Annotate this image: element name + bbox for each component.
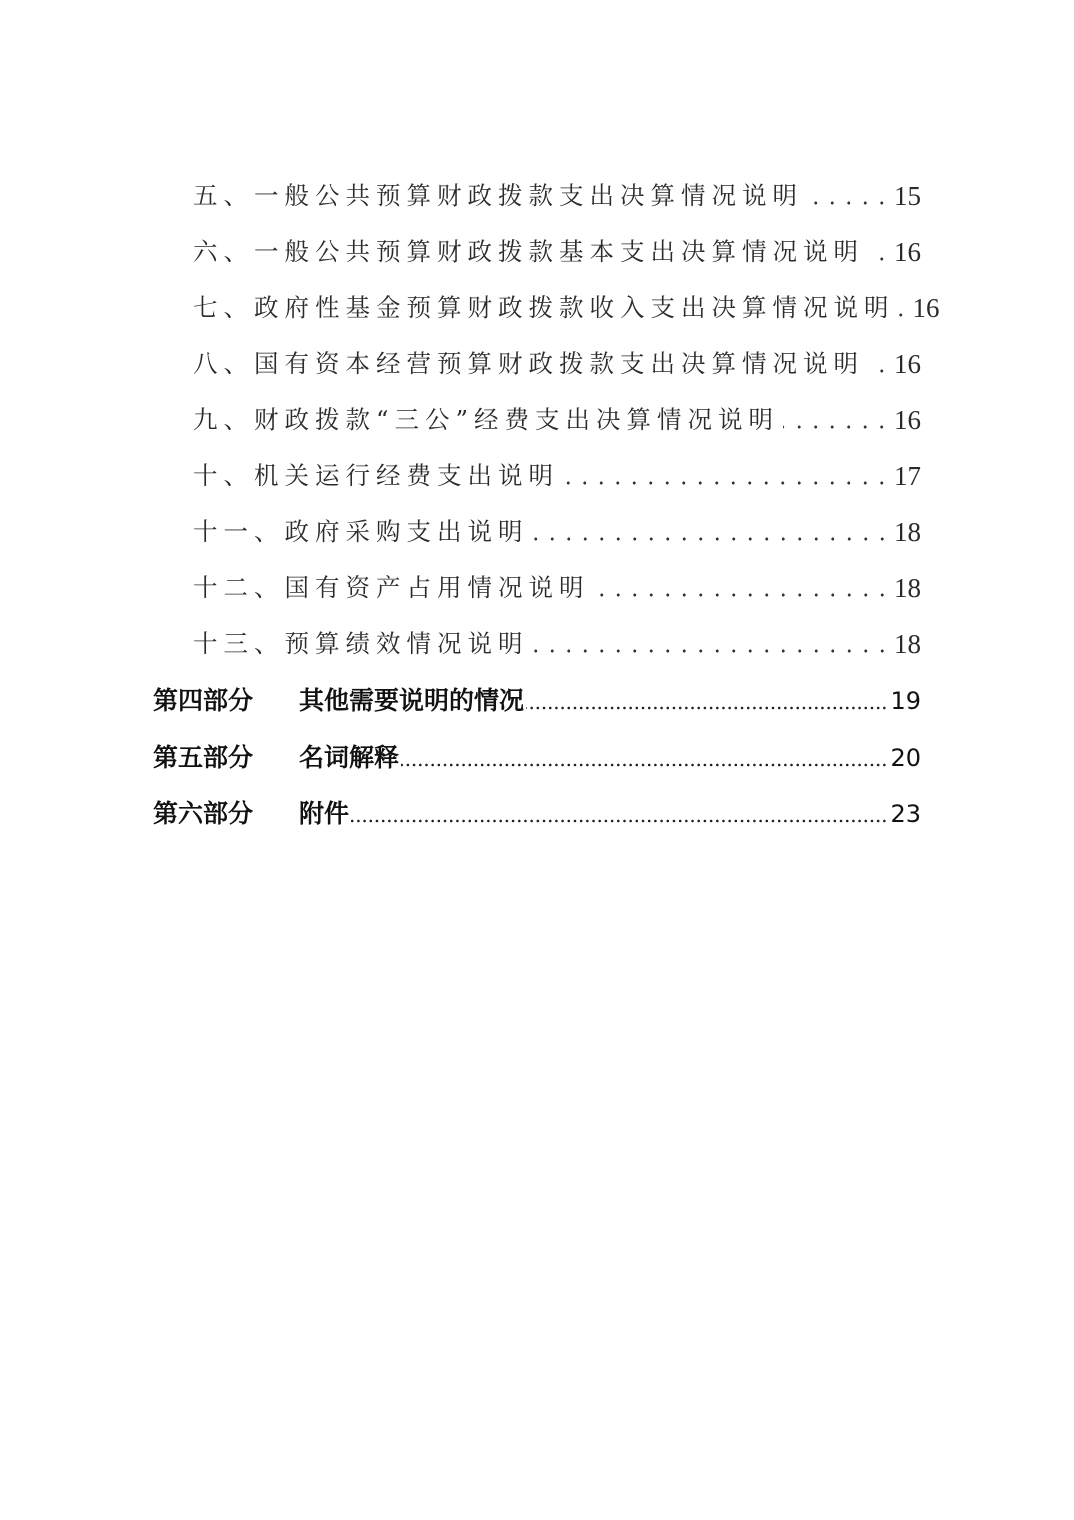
toc-dot-leader — [868, 369, 890, 373]
toc-page-number: 16 — [894, 405, 921, 435]
toc-part-number: 第六部分 — [153, 799, 254, 828]
toc-entry-section-9[interactable] — [153, 396, 921, 436]
toc-entry-section-6[interactable] — [153, 228, 921, 268]
toc-page-number: 18 — [894, 573, 921, 603]
toc-dot-leader — [563, 481, 890, 485]
toc-entry-title: 七、政府性基金预算财政拨款收入支出决算情况说明 — [193, 293, 895, 322]
toc-part-number: 第四部分 — [153, 686, 254, 715]
toc-page-number: 16 — [894, 237, 921, 267]
toc-entry-title: 附件 — [299, 799, 350, 828]
toc-page-number: 16 — [894, 349, 921, 379]
toc-entry-section-5[interactable] — [153, 172, 921, 212]
toc-dot-leader — [783, 425, 890, 429]
toc-entry-heading — [153, 742, 399, 774]
toc-entry-title: 十一、政府采购支出说明 — [193, 517, 529, 546]
toc-dot-leader — [533, 537, 891, 541]
toc-page-number: 15 — [894, 181, 921, 211]
toc-part-number: 第五部分 — [153, 743, 254, 772]
toc-entry-title: 八、国有资本经营预算财政拨款支出决算情况说明 — [193, 349, 864, 378]
toc-entry-part-4[interactable] — [153, 677, 921, 717]
toc-dot-leader — [899, 313, 909, 317]
toc-dot-leader — [526, 706, 887, 710]
toc-page-number: 18 — [894, 517, 921, 547]
toc-entry-section-13[interactable] — [153, 620, 921, 660]
toc-dot-leader — [807, 201, 890, 205]
toc-entry-title: 十、机关运行经费支出说明 — [193, 461, 559, 490]
toc-entry-part-5[interactable] — [153, 734, 921, 774]
toc-dot-leader — [401, 763, 887, 767]
toc-entry-section-7[interactable] — [153, 284, 940, 324]
toc-dot-leader — [533, 649, 891, 653]
toc-entry-title: 其他需要说明的情况 — [299, 686, 525, 715]
toc-entry-title: 六、一般公共预算财政拨款基本支出决算情况说明 — [193, 237, 864, 266]
toc-dot-leader — [868, 257, 890, 261]
toc-entry-heading — [153, 685, 524, 717]
toc-dot-leader — [351, 819, 887, 823]
toc-entry-section-12[interactable] — [153, 564, 921, 604]
toc-entry-heading — [153, 798, 349, 830]
toc-page-number: 17 — [894, 461, 921, 491]
toc-page-number: 18 — [894, 629, 921, 659]
toc-entry-title: 九、财政拨款“三公”经费支出决算情况说明 — [193, 405, 780, 434]
toc-page-number: 19 — [890, 687, 921, 715]
toc-entry-section-8[interactable] — [153, 340, 921, 380]
toc-dot-leader — [594, 593, 891, 597]
toc-page-number: 20 — [890, 744, 921, 772]
toc-entry-title: 十二、国有资产占用情况说明 — [193, 573, 590, 602]
toc-entry-title: 十三、预算绩效情况说明 — [193, 629, 529, 658]
toc-entry-title: 名词解释 — [299, 743, 400, 772]
toc-entry-title: 五、一般公共预算财政拨款支出决算情况说明 — [193, 181, 803, 210]
toc-entry-section-11[interactable] — [153, 508, 921, 548]
toc-entry-part-6[interactable] — [153, 790, 921, 830]
toc-entry-section-10[interactable] — [153, 452, 921, 492]
toc-page-number: 23 — [890, 800, 921, 828]
toc-page-number: 16 — [912, 293, 940, 323]
